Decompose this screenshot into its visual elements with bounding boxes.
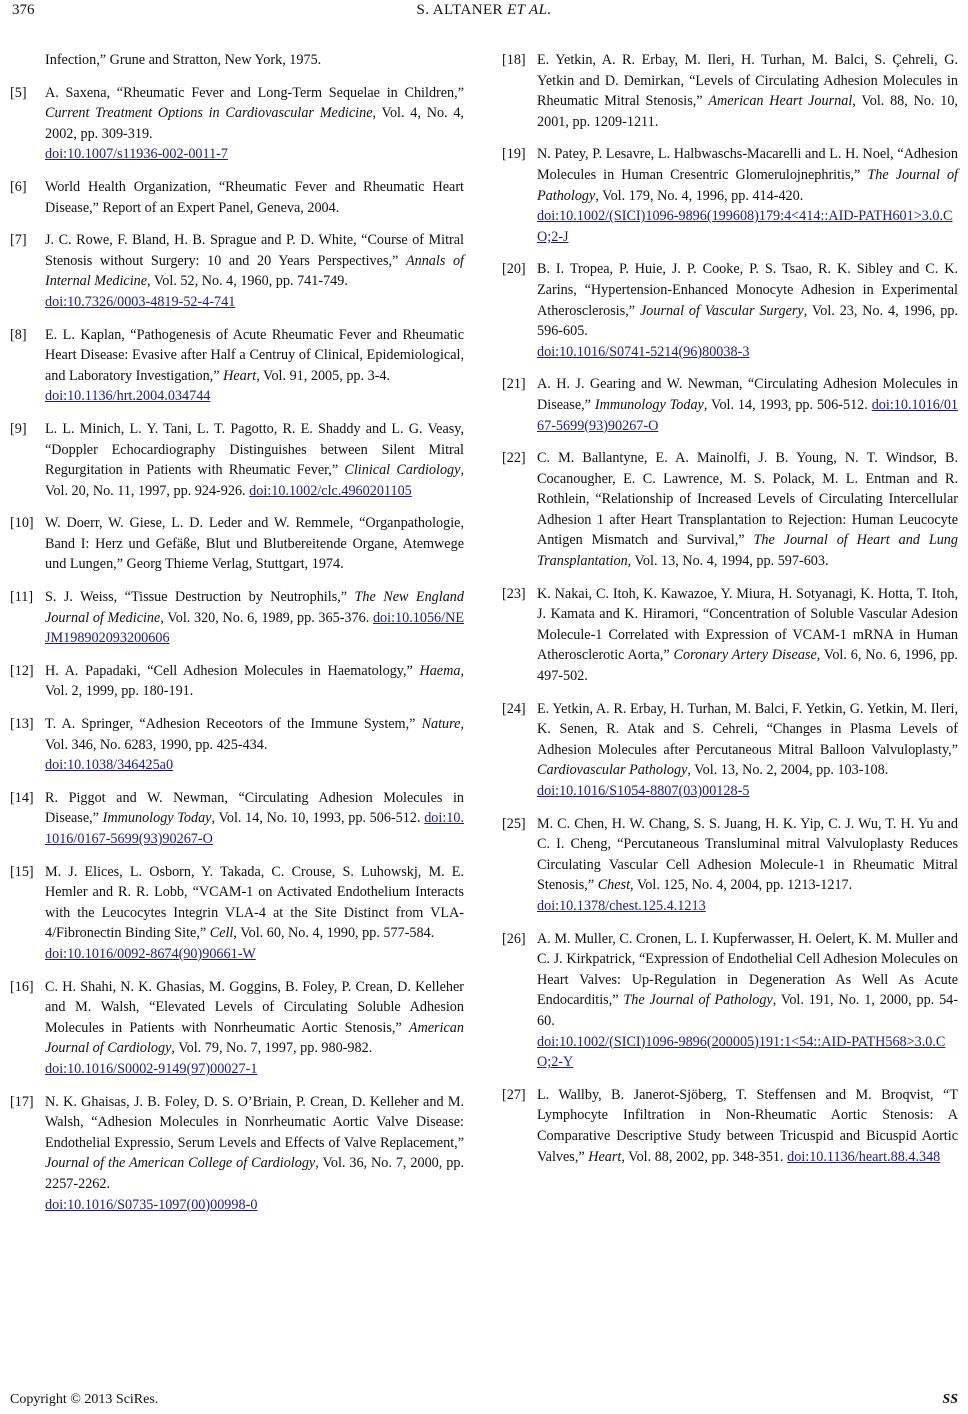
doi-link[interactable]: doi:10.1007/s11936-002-0011-7 [45,146,228,163]
doi-link[interactable]: doi:10.1016/0092-8674(90)90661-W [45,945,256,962]
journal-abbreviation: SS [942,1392,958,1407]
reference-number: [20] [502,261,526,278]
journal-title: Journal of Vascular Surgery [639,302,804,319]
reference-item [502,1085,958,1167]
reference-text: L. L. Minich, L. Y. Tani, L. T. Pagotto, R. E. Shaddy and L. G. Veasy, “Doppler Echocardiography Distinguishes between Silent Mitral Regurgitation in Patients with Rheumatic Fever,” [45,420,464,479]
reference-text: B. I. Tropea, P. Huie, J. P. Cooke, P. S. Tsao, R. K. Sibley and C. K. Zarins, “Hypertension-Enhanced Monocyte Adhesion in Experimental Atherosclerosis,” [537,261,958,319]
reference-number: [16] [10,978,34,995]
reference-details: , Vol. 320, No. 6, 1989, pp. 365-376. [160,609,373,626]
reference-text: World Health Organization, “Rheumatic Fever and Rheumatic Heart Disease,” Report of an Expert Panel, Geneva, 2004. [45,178,464,216]
doi-link[interactable]: doi:10.1016/0167-5699(93)90267-O [537,396,959,434]
reference-text: J. C. Rowe, F. Bland, H. B. Sprague and P. D. White, “Course of Mitral Stenosis without Surgery: 10 and 20 Years Perspectives,” [45,232,464,269]
reference-item [10,587,464,649]
doi-link[interactable]: doi:10.1016/S0741-5214(96)80038-3 [537,343,750,360]
doi-link[interactable]: doi:10.1136/hrt.2004.034744 [45,388,211,405]
reference-text: A. Saxena, “Rheumatic Fever and Long-Term Sequelae in Children,” [45,84,464,101]
journal-title: Current Treatment Options in Cardiovascular Medicine [45,105,373,122]
reference-item [10,977,464,1080]
reference-item [502,929,958,1073]
reference-item [502,814,958,917]
reference-text: A. H. J. Gearing and W. Newman, “Circulating Adhesion Molecules in Disease,” [537,376,958,413]
reference-details: , Vol. 88, 2002, pp. 348-351. [621,1148,788,1165]
reference-number: [19] [502,146,526,163]
reference-number: [11] [10,589,34,606]
reference-details: , Vol. 13, No. 2, 2004, pp. 103-108. [687,762,889,779]
doi-link[interactable]: doi:10.1002/(SICI)1096-9896(199608)179:4<414::AID-PATH601>3.0.CO;2-J [537,208,953,245]
doi-link[interactable]: doi:10.1136/heart.88.4.348 [787,1148,941,1165]
reference-number: [10] [10,515,34,532]
reference-item [502,448,958,572]
reference-item [10,419,464,501]
reference-number: [9] [10,420,27,437]
journal-title: Annals of Internal Medicine [45,252,464,290]
reference-number: [13] [10,716,34,733]
reference-item [502,144,958,247]
reference-item [10,83,464,165]
right-column [502,50,958,1179]
reference-text: K. Nakai, C. Itoh, K. Kawazoe, Y. Miura, H. Sotyanagi, K. Hotta, T. Itoh, J. Kamata and K. Hiramori, “Concentration of Soluble Vascular Adesion Molecule-1 Correlated with Expression of VCAM-1 mRNA in Human Atherosclerotic Aorta,” [537,585,958,664]
reference-details: , Vol. 191, No. 1, 2000, pp. 54-60. [537,992,958,1029]
journal-title: The Journal of Heart and Lung Transplantation [537,532,958,570]
reference-text: A. M. Muller, C. Cronen, L. I. Kupferwasser, H. Oelert, K. M. Muller and C. J. Kirkpatrick, “Expression of Endothelial Cell Adhesion Molecules on Heart Valves: Up-Regulation in Degeneration As Well As Acute Endocarditis,” [537,930,958,1009]
doi-link[interactable]: doi:10.7326/0003-4819-52-4-741 [45,293,236,310]
reference-text: R. Piggot and W. Newman, “Circulating Adhesion Molecules in Disease,” [45,789,464,827]
reference-text: E. Yetkin, A. R. Erbay, H. Turhan, M. Balci, F. Yetkin, G. Yetkin, M. Ileri, K. Senen, R. Atak and S. Cehreli, “Changes in Plasma Levels of Adhesion Molecules after Percutaneous Mitral Balloon Valvuloplasty,” [537,700,958,758]
reference-text: N. Patey, P. Lesavre, L. Halbwaschs-Macarelli and L. H. Noel, “Adhesion Molecules in Human Cresentric Glomerulojnephritis,” [537,146,958,183]
reference-number: [25] [502,815,526,832]
journal-title: Immunology Today [102,810,212,827]
doi-link[interactable]: doi:10.1038/346425a0 [45,757,174,774]
reference-text: E. L. Kaplan, “Pathogenesis of Acute Rheumatic Fever and Rheumatic Heart Disease: Evasive after Half a Centruy of Clinical, Epidemiological, and Laboratory Investigation,” [45,326,464,384]
reference-continuation: Infection,” Grune and Stratton, New York, 1975. [45,52,322,68]
reference-item [10,788,464,850]
reference-text: C. H. Shahi, N. K. Ghasias, M. Goggins, B. Foley, P. Crean, D. Kelleher and M. Walsh, “Elevated Levels of Circulating Soluble Adhesion Molecules in Patients with Nonrheumatic Aortic Stenosis,” [45,978,464,1036]
reference-item [502,50,958,132]
journal-title: The Journal of Pathology [623,992,773,1009]
reference-text: H. A. Papadaki, “Cell Adhesion Molecules in Haematology,” [45,662,420,679]
doi-link[interactable]: doi:10.1016/S0002-9149(97)00027-1 [45,1060,258,1077]
reference-number: [17] [10,1093,34,1110]
reference-details: , Vol. 6, No. 6, 1996, pp. 497-502. [537,647,958,685]
reference-number: [12] [10,662,34,679]
copyright-notice: Copyright © 2013 SciRes. [10,1392,159,1407]
reference-text: M. C. Chen, H. W. Chang, S. S. Juang, H. K. Yip, C. J. Wu, T. H. Yu and C. I. Cheng, “Percutaneous Transluminal mitral Valvuloplasty Reduces Circulating Vascular Cell Adhesion Molecule-1 in Rheumatic Mitral Stenosis,” [537,815,958,894]
running-head-authors: S. ALTANER [416,2,503,18]
journal-title: Nature [421,716,461,733]
reference-number: [27] [502,1086,526,1103]
reference-number: [23] [502,585,526,602]
page-header [0,0,968,24]
journal-title: The Journal of Pathology [537,166,958,204]
doi-link[interactable]: doi:10.1016/S0735-1097(00)00998-0 [45,1196,258,1213]
journal-title: Haema [419,662,461,679]
reference-details: , Vol. 179, No. 4, 1996, pp. 414-420. [595,187,804,204]
reference-text: M. J. Elices, L. Osborn, Y. Takada, C. Crouse, S. Luhowskj, M. E. Hemler and R. R. Lobb, “VCAM-1 on Activated Endothelium Interacts with the Leucocytes Integrin VLA-4 at the Site Distinct from VLA-4/Fibronectin Binding Site,” [45,863,464,942]
doi-link[interactable]: doi:10.1016/S1054-8807(03)00128-5 [537,783,750,799]
reference-item [10,661,464,702]
running-head-etal: ET AL. [507,2,552,18]
page-number: 376 [12,2,35,18]
reference-text: L. Wallby, B. Janerot-Sjöberg, T. Steffensen and M. Broqvist, “T Lymphocyte Infiltration in Non-Rheumatic Aortic Stenosis: A Comparative Descriptive Study between Tricuspid and Bicuspid Aortic Valves,” [537,1086,958,1165]
reference-item [502,699,958,802]
journal-title: Journal of the American College of Cardiology [45,1155,316,1172]
journal-title: Immunology Today [594,396,704,413]
left-column [10,50,464,1227]
reference-number: [15] [10,863,34,880]
journal-title: American Heart Journal [708,93,853,110]
journal-title: Cell [209,925,234,942]
reference-number: [26] [502,930,526,947]
reference-text: C. M. Ballantyne, E. A. Mainolfi, J. B. Young, N. T. Windsor, B. Cocanougher, E. C. Lawrence, M. S. Polack, M. L. Entman and R. Rothlein, “Relationship of Increased Levels of Circulating Intercellular Adhesion 1 after Heart Transplantation to Rejection: Human Leucocyte Antigen Mismatch and Survival,” [537,450,958,549]
journal-title: Heart [588,1148,622,1165]
doi-link[interactable]: doi:10.1378/chest.125.4.1213 [537,897,706,914]
reference-item [10,230,464,312]
reference-item [502,374,958,436]
reference-number: [18] [502,52,526,68]
doi-link[interactable]: doi:10.1016/0167-5699(93)90267-O [45,810,465,847]
journal-title: Clinical Cardiology [344,462,461,479]
reference-details: , Vol. 2, 1999, pp. 180-191. [45,662,464,700]
reference-item [502,259,958,362]
doi-link[interactable]: doi:10.1002/(SICI)1096-9896(200005)191:1<54::AID-PATH568>3.0.CO;2-Y [537,1033,946,1071]
reference-number: [8] [10,326,27,343]
reference-text: N. K. Ghaisas, J. B. Foley, D. S. O’Briain, P. Crean, D. Kelleher and M. Walsh, “Adhesion Molecules in Nonrheumatic Aortic Valve Disease: Endothelial Expressio, Serum Levels and Effects of Valve Replacement,” [45,1093,464,1151]
reference-details: , Vol. 23, No. 4, 1996, pp. 596-605. [537,302,958,340]
reference-item [10,177,464,218]
reference-number: [24] [502,700,526,717]
reference-text: T. A. Springer, “Adhesion Receotors of the Immune System,” [45,716,422,733]
reference-item [10,325,464,407]
reference-text: S. J. Weiss, “Tissue Destruction by Neutrophils,” [45,589,355,606]
reference-number: [22] [502,450,526,467]
reference-details: , Vol. 52, No. 4, 1960, pp. 741-749. [147,273,348,290]
reference-details: , Vol. 36, No. 7, 2000, pp. 2257-2262. [45,1155,464,1192]
reference-number: [7] [10,232,27,249]
reference-details: , Vol. 91, 2005, pp. 3-4. [256,367,391,384]
reference-number: [5] [10,84,27,101]
page-footer [0,1392,968,1414]
doi-link[interactable]: doi:10.1002/clc.4960201105 [249,482,412,499]
reference-details: , Vol. 60, No. 4, 1990, pp. 577-584. [233,925,435,942]
running-head [0,2,968,19]
reference-details: , Vol. 125, No. 4, 2004, pp. 1213-1217. [630,877,853,894]
reference-item [10,1092,464,1216]
reference-details: , Vol. 13, No. 4, 1994, pp. 597-603. [627,553,829,570]
reference-number: [6] [10,178,27,195]
reference-details: , Vol. 346, No. 6283, 1990, pp. 425-434. [45,716,464,753]
journal-title: American Journal of Cardiology [45,1019,464,1057]
reference-details: , Vol. 14, No. 10, 1993, pp. 506-512. [211,810,425,827]
reference-details: , Vol. 14, 1993, pp. 506-512. [703,396,872,413]
journal-title: The New England Journal of Medicine [45,589,464,626]
reference-number: [21] [502,376,526,393]
reference-details: , Vol. 88, No. 10, 2001, pp. 1209-1211. [537,93,958,130]
reference-details: , Vol. 4, No. 4, 2002, pp. 309-319. [45,105,464,142]
journal-title: Heart [223,367,257,384]
doi-link[interactable]: doi:10.1056/NEJM198902093200606 [45,609,464,647]
reference-text: W. Doerr, W. Giese, L. D. Leder and W. Remmele, “Organpathologie, Band I: Herz und Gefäße, Blut und Blutbereitende Organe, Atemwege und Lungen,” Georg Thieme Verlag, Stuttgart, 1974. [45,515,464,573]
journal-title: Coronary Artery Disease [673,647,817,664]
reference-item [10,513,464,575]
reference-item [502,584,958,687]
reference-item [10,862,464,965]
reference-text: E. Yetkin, A. R. Erbay, M. Ileri, H. Turhan, M. Balci, S. Çehreli, G. Yetkin and D. Demirkan, “Levels of Circulating Adhesion Molecules in Rheumatic Mitral Stenosis,” [537,52,958,110]
reference-number: [14] [10,789,34,806]
reference-details: , Vol. 79, No. 7, 1997, pp. 980-982. [171,1040,373,1057]
reference-details: , Vol. 20, No. 11, 1997, pp. 924-926. [45,462,464,499]
reference-item [10,714,464,776]
journal-title: Chest [597,877,631,894]
journal-title: Cardiovascular Pathology [537,762,688,779]
